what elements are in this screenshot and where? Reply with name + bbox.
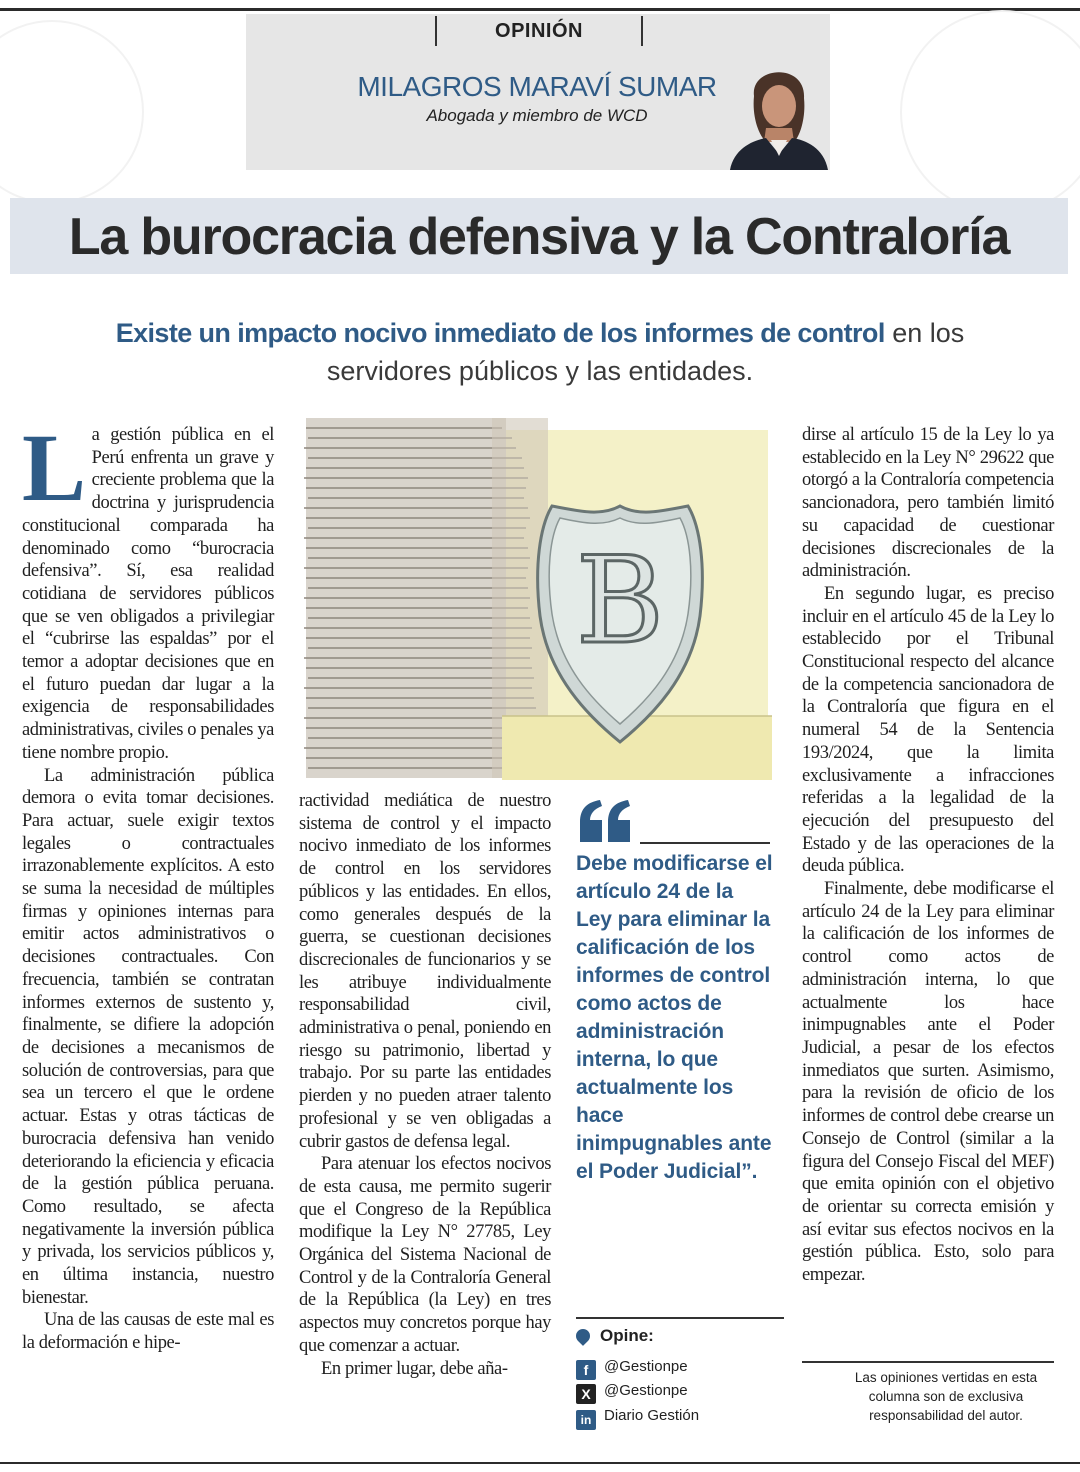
paragraph bbox=[22, 414, 274, 765]
paragraph: En segundo lugar, es preciso incluir en el artículo 45 de la Ley lo establecido por el Tribunal Constitucional respecto del alcance de la competencia sancionadora de la Contraloría que figura en el numeral 54 de la Sentencia 193/2024, que la limita exclusivamente a infracciones referidas a la legalidad de la ejecución del presupuesto del Estado y de las operaciones de la deuda pública. bbox=[802, 583, 1054, 877]
paragraph: ractividad mediática de nuestro sistema de control y el impacto nocivo inmediato de los informes de control en los servidores públicos y las entidades. En ellos, como generales después de la guerra, se cuestionan decisiones discrecionales de funcionarios y se les atribuye individualmente responsabilidad civil, administrativa o penal, poniendo en riesgo su patrimonio, libertad y trabajo. Por su parte las entidades pierden y no pueden atraer talento profesional y se ven obligadas a cubrir gastos de defensa legal. bbox=[299, 791, 551, 1152]
paragraph-text: a gestión pública en el Perú enfrenta un grave y creciente problema que la doctrina y jurisprudencia constitucional comparada ha denominado como “burocracia defensiva”. Sí, esa realidad cotidiana de servidores públicos que se ven obligados a privilegiar el “cubrirse las espaldas” por el temor a adoptar decisiones que en el futuro puedan dar lugar a la exigencia de responsabilidades administrativas, civiles o penales ya tiene nombre propio. bbox=[22, 425, 274, 763]
location-pin-icon bbox=[573, 1326, 593, 1346]
pullquote: Debe modificarse el artículo 24 de la Ley para eliminar la calificación de los informes de control como actos de administración interna, lo que actualmente los hace inimpugnables ante el Poder Judicial”. bbox=[576, 852, 773, 1183]
headline: La burocracia defensiva y la Contraloría bbox=[68, 208, 1010, 266]
author-role: Abogada y miembro de WCD bbox=[426, 106, 648, 125]
deck-rest: en los servidores públicos y las entidades. bbox=[326, 318, 965, 386]
opine-label: Opine: bbox=[576, 1325, 776, 1347]
deck bbox=[60, 314, 1020, 390]
pullquote-rule bbox=[640, 842, 770, 844]
paragraph: En primer lugar, debe aña- bbox=[321, 1358, 508, 1379]
paragraph: Una de las causas de este mal es la deformación e hipe- bbox=[22, 1310, 274, 1354]
linkedin-icon: in bbox=[576, 1410, 596, 1430]
disclaimer-rule bbox=[802, 1361, 1054, 1363]
paragraph: Para atenuar los efectos nocivos de esta causa, me permito sugerir que el Congreso de la República modifique la Ley N° 27785, Ley Orgánica del Sistema Nacional de Control y de la Contraloría General de la República (la Ley) en tres aspectos muy concretos porque hay que comenzar a actuar. bbox=[299, 1154, 551, 1356]
body-column-1 bbox=[22, 414, 274, 1355]
paragraph: dirse al artículo 15 de la Ley lo ya establecido en la Ley N° 29622 que otorgó a la Contraloría competencia sancionadora, pero también limitó su capacidad de cuestionar decisiones discrecionales de la administración. bbox=[802, 425, 1054, 582]
author-name: MILAGROS MARAVÍ SUMAR bbox=[357, 71, 717, 102]
paragraph: Finalmente, debe modificarse el artículo 24 de la Ley para eliminar la calificación de los informes de control como actos de administración interna, lo que actualmente los hace inimpugnables ante el Poder Judicial, a pesar de los efectos inmediatos que surten. Asimismo, para la revisión de oficio de los informes de control debe crearse un Consejo de Control (similar a la figura del Consejo Fiscal del MEF) que emita opinión con el objetivo de orientar su correcta emisión y así evitar sus efectos nocivos en la gestión pública. Esto, solo para empezar. bbox=[802, 879, 1054, 1286]
quote-mark-icon bbox=[576, 798, 636, 844]
background-ornament bbox=[900, 10, 1080, 214]
facebook-icon: f bbox=[576, 1360, 596, 1380]
section-label: OPINIÓN bbox=[435, 16, 643, 46]
body-column-3 bbox=[802, 424, 1054, 1287]
top-rule bbox=[0, 8, 1080, 11]
author-photo bbox=[726, 56, 830, 170]
shield-letter: B bbox=[575, 532, 665, 671]
background-ornament bbox=[0, 20, 144, 204]
deck-emphasis: Existe un impacto nocivo inmediato de los informes de control bbox=[115, 318, 885, 348]
x-icon: X bbox=[576, 1384, 596, 1404]
body-column-2 bbox=[299, 790, 551, 1380]
paragraph: La administración pública demora o evita tomar decisiones. Para actuar, suele exigir textos legales o contractuales irrazonablemente explícitos. A esto se suma la necesidad de múltiples firmas y opiniones internas para emitir actos administrativos o decisiones contractuales. Con frecuencia, también se contratan informes externos de sustento y, finalmente, se difiere la adopción de decisiones a mecanismos de solución de controversias, para que sea un tercero el que le ordene actuar. Estas y otras tácticas de burocracia defensiva han venido deteriorando la eficiencia y eficacia de la gestión pública peruana. Como resultado, se afecta negativamente la inversión pública y privada, los servicios públicos y, en última instancia, nuestro bienestar. bbox=[22, 765, 274, 1308]
opine-rule bbox=[576, 1317, 784, 1319]
x-link[interactable]: X @Gestionpe bbox=[576, 1380, 796, 1404]
bottom-rule bbox=[0, 1462, 1080, 1464]
linkedin-link[interactable]: in Diario Gestión bbox=[576, 1405, 796, 1430]
disclaimer: Las opiniones vertidas en esta columna son de exclusiva responsabilidad del autor. bbox=[854, 1370, 1038, 1423]
illustration-stacked-papers-shield bbox=[302, 416, 772, 780]
facebook-link[interactable]: f @Gestionpe bbox=[576, 1356, 796, 1380]
drop-cap: L bbox=[22, 414, 86, 521]
